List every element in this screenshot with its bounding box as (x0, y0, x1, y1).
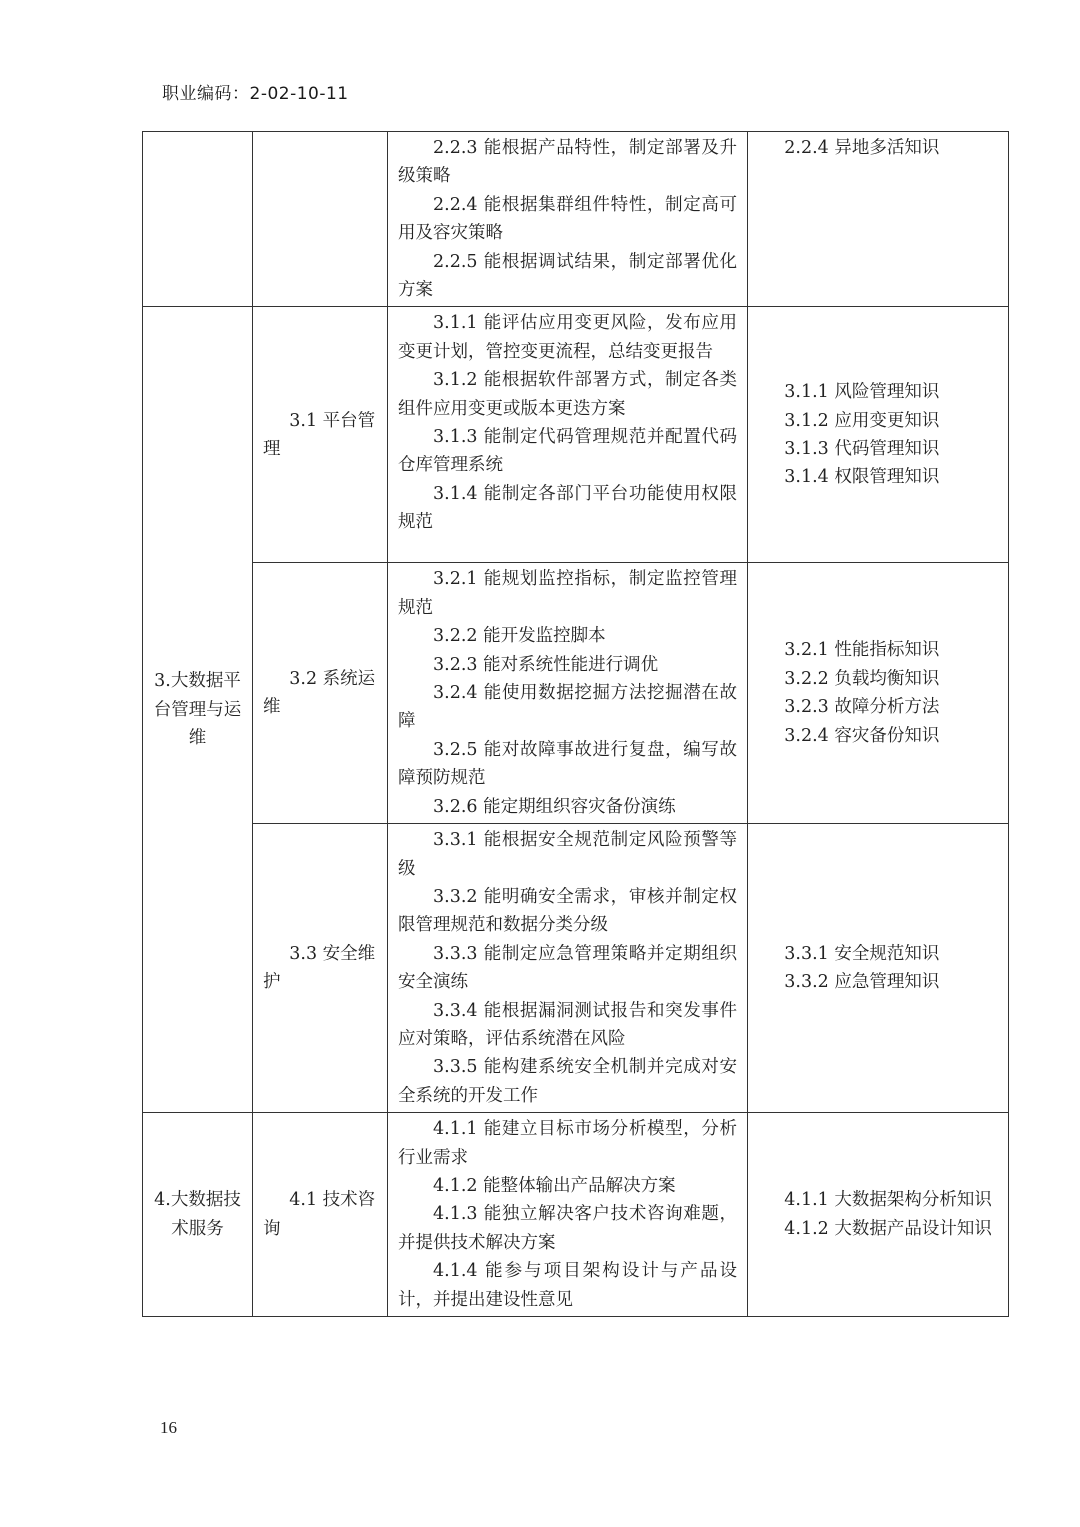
knowledge-requirements-cell (748, 307, 1009, 563)
ability-item: 3.2.4 能使用数据挖掘方法挖掘潜在故障 (398, 683, 737, 732)
knowledge-requirements-cell (748, 563, 1009, 824)
category-cell (143, 132, 253, 307)
ability-requirements-cell (388, 132, 748, 307)
sub-category-label: 3.1 平台管理 (263, 410, 376, 459)
ability-requirements-cell (388, 563, 748, 824)
ability-item: 3.2.5 能对故障事故进行复盘，编写故障预防规范 (398, 739, 737, 789)
ability-item: 4.1.3 能独立解决客户技术咨询难题，并提供技术解决方案 (398, 1204, 737, 1253)
category-cell: 4.大数据技术服务 (143, 1113, 253, 1317)
ability-item: 3.2.3 能对系统性能进行调优 (433, 654, 659, 675)
sub-category-label: 3.2 系统运维 (263, 668, 376, 718)
knowledge-item: 3.2.4 容灾备份知识 (784, 725, 940, 746)
table-row (143, 132, 1009, 307)
ability-item: 3.3.2 能明确安全需求，审核并制定权限管理规范和数据分类分级 (398, 886, 737, 936)
category-cell: 3.大数据平台管理与运维 (143, 307, 253, 1113)
knowledge-requirements-cell (748, 824, 1009, 1113)
table-row (143, 563, 1009, 824)
occupation-code: 职业编码：2-02-10-11 (162, 84, 349, 104)
knowledge-item: 4.1.2 大数据产品设计知识 (784, 1218, 992, 1239)
ability-item: 3.3.5 能构建系统安全机制并完成对安全系统的开发工作 (398, 1057, 737, 1106)
ability-item: 4.1.1 能建立目标市场分析模型，分析行业需求 (398, 1119, 737, 1168)
sub-category-cell (253, 563, 388, 824)
ability-item: 3.1.1 能评估应用变更风险，发布应用变更计划，管控变更流程，总结变更报告 (398, 313, 737, 362)
ability-item: 2.2.4 能根据集群组件特性，制定高可用及容灾策略 (398, 194, 737, 244)
ability-item: 3.1.3 能制定代码管理规范并配置代码仓库管理系统 (398, 427, 737, 476)
knowledge-item: 2.2.4 异地多活知识 (784, 138, 940, 158)
table-row (143, 307, 1009, 563)
ability-item: 3.3.4 能根据漏洞测试报告和突发事件应对策略，评估系统潜在风险 (398, 1000, 737, 1049)
ability-item: 3.2.2 能开发监控脚本 (433, 626, 606, 647)
ability-requirements-cell (388, 824, 748, 1113)
ability-item: 3.3.1 能根据安全规范制定风险预警等级 (398, 830, 737, 879)
knowledge-item: 3.2.3 故障分析方法 (784, 697, 940, 718)
ability-item: 3.2.6 能定期组织容灾备份演练 (433, 796, 676, 817)
ability-item: 4.1.4 能参与项目架构设计与产品设计，并提出建设性意见 (398, 1261, 737, 1310)
ability-requirements-cell (388, 307, 748, 563)
knowledge-item: 4.1.1 大数据架构分析知识 (784, 1190, 992, 1211)
ability-item: 3.3.3 能制定应急管理策略并定期组织安全演练 (398, 943, 737, 993)
knowledge-item: 3.2.2 负载均衡知识 (784, 668, 940, 689)
ability-item: 2.2.3 能根据产品特性，制定部署及升级策略 (398, 138, 737, 187)
skills-requirements-table (142, 131, 1009, 1317)
knowledge-item: 3.1.4 权限管理知识 (784, 467, 940, 488)
page-number: 16 (160, 1418, 177, 1437)
ability-requirements-cell (388, 1113, 748, 1317)
sub-category-cell (253, 824, 388, 1113)
knowledge-item: 3.1.3 代码管理知识 (784, 438, 940, 459)
sub-category-cell (253, 307, 388, 563)
ability-item: 3.1.4 能制定各部门平台功能使用权限规范 (398, 483, 737, 533)
knowledge-item: 3.1.1 风险管理知识 (784, 382, 940, 403)
ability-item: 3.2.1 能规划监控指标，制定监控管理规范 (398, 569, 737, 618)
sub-category-label: 3.3 安全维护 (263, 943, 376, 993)
knowledge-item: 3.3.2 应急管理知识 (784, 972, 940, 993)
sub-category-label: 4.1 技术咨询 (263, 1190, 376, 1239)
sub-category-cell (253, 1113, 388, 1317)
ability-item: 3.1.2 能根据软件部署方式，制定各类组件应用变更或版本更迭方案 (398, 370, 737, 419)
knowledge-requirements-cell (748, 132, 1009, 307)
ability-item: 4.1.2 能整体输出产品解决方案 (433, 1175, 676, 1196)
knowledge-item: 3.2.1 性能指标知识 (784, 640, 940, 661)
knowledge-requirements-cell (748, 1113, 1009, 1317)
sub-category-cell (253, 132, 388, 307)
ability-item: 2.2.5 能根据调试结果，制定部署优化方案 (398, 251, 737, 301)
table-row (143, 824, 1009, 1113)
table-row (143, 1113, 1009, 1317)
knowledge-item: 3.3.1 安全规范知识 (784, 943, 940, 964)
knowledge-item: 3.1.2 应用变更知识 (784, 410, 940, 431)
